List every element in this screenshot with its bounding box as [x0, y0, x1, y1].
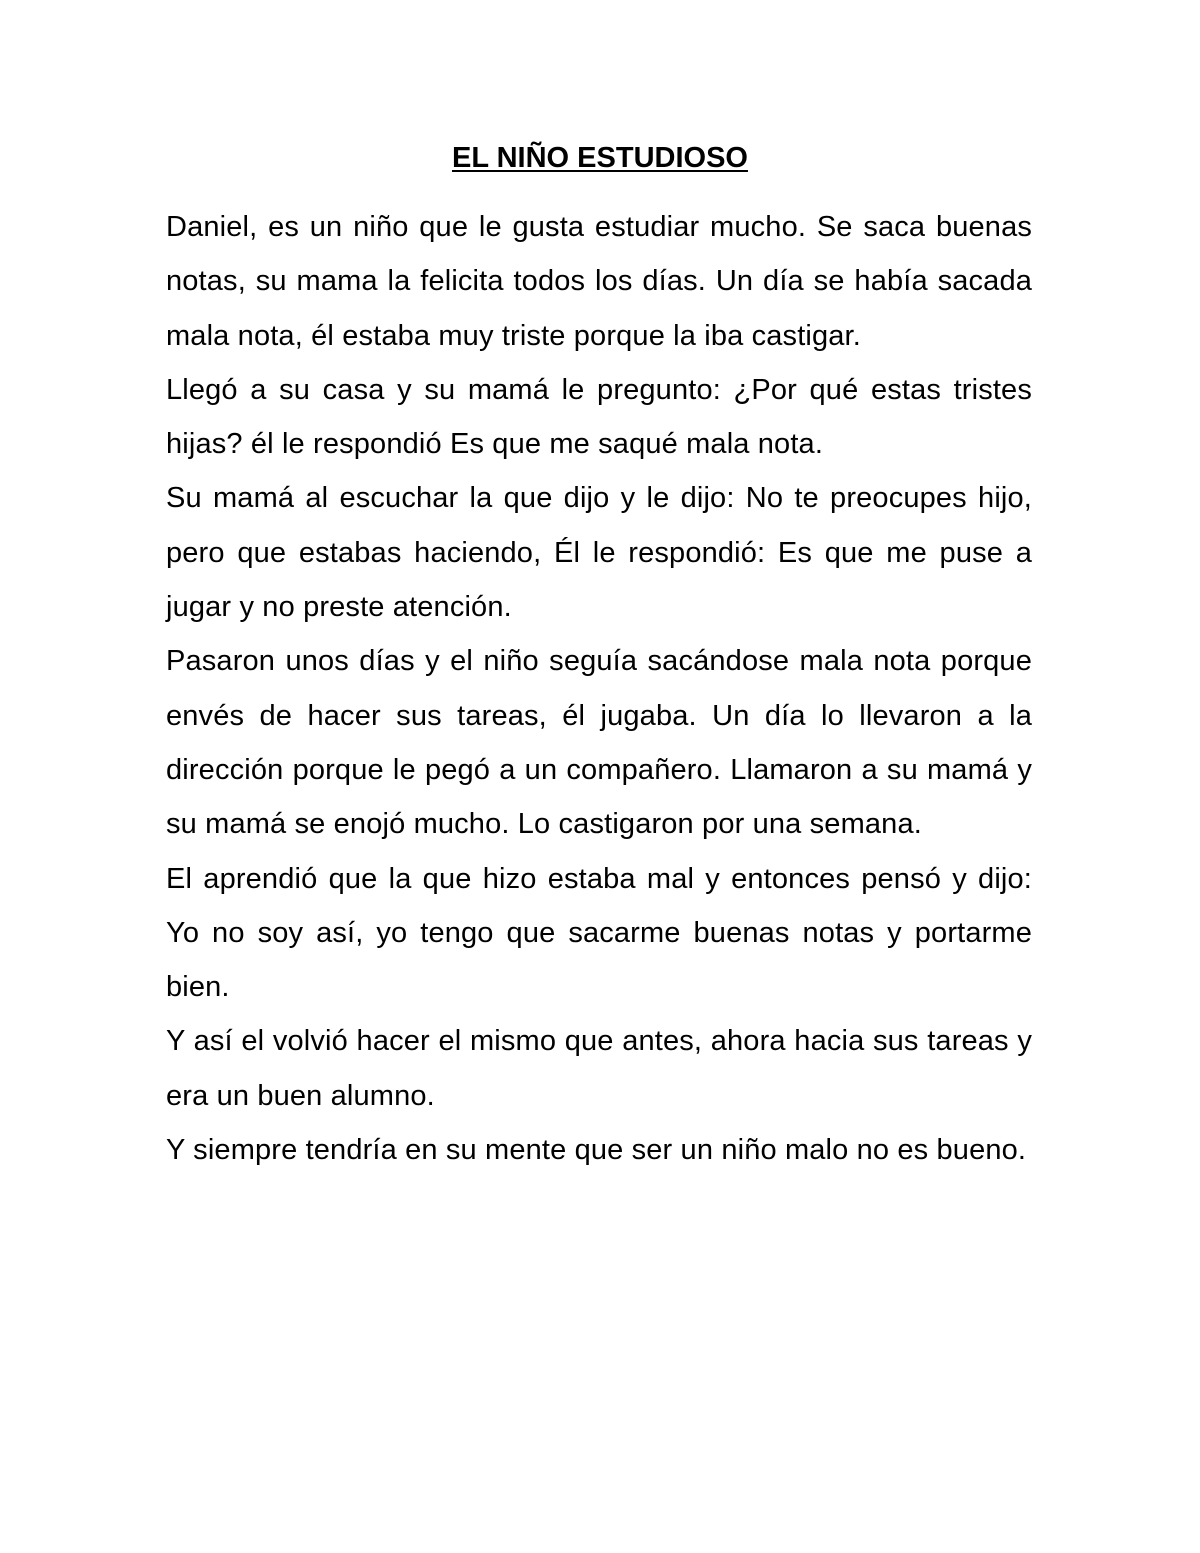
- paragraph-1: Daniel, es un niño que le gusta estudiar mucho. Se saca buenas notas, su mama la felicita todos los días. Un día se había sacada mala nota, él estaba muy triste porque la iba castigar.: [166, 211, 1032, 352]
- document-body: [166, 200, 1032, 1177]
- paragraph-2: Llegó a su casa y su mamá le pregunto: ¿Por qué estas tristes hijas? él le respondió Es que me saqué mala nota.: [166, 373, 1032, 461]
- paragraph-7: Y siempre tendría en su mente que ser un niño malo no es bueno.: [166, 1134, 1027, 1167]
- document-title: EL NIÑO ESTUDIOSO: [452, 142, 748, 174]
- paragraph-6: Y así el volvió hacer el mismo que antes, ahora hacia sus tareas y era un buen alumno.: [166, 1025, 1032, 1112]
- paragraph-3: Su mamá al escuchar la que dijo y le dijo: No te preocupes hijo, pero que estabas haciendo, Él le respondió: Es que me puse a jugar y no preste atención.: [166, 482, 1032, 624]
- paragraph-5: El aprendió que la que hizo estaba mal y entonces pensó y dijo: Yo no soy así, yo tengo que sacarme buenas notas y portarme bien.: [166, 862, 1032, 1004]
- paragraph-4: Pasaron unos días y el niño seguía sacándose mala nota porque envés de hacer sus tareas, él jugaba. Un día lo llevaron a la dirección porque le pegó a un compañero. Llamaron a su mamá y su mamá se enojó mucho. Lo castigaron por una semana.: [166, 645, 1032, 841]
